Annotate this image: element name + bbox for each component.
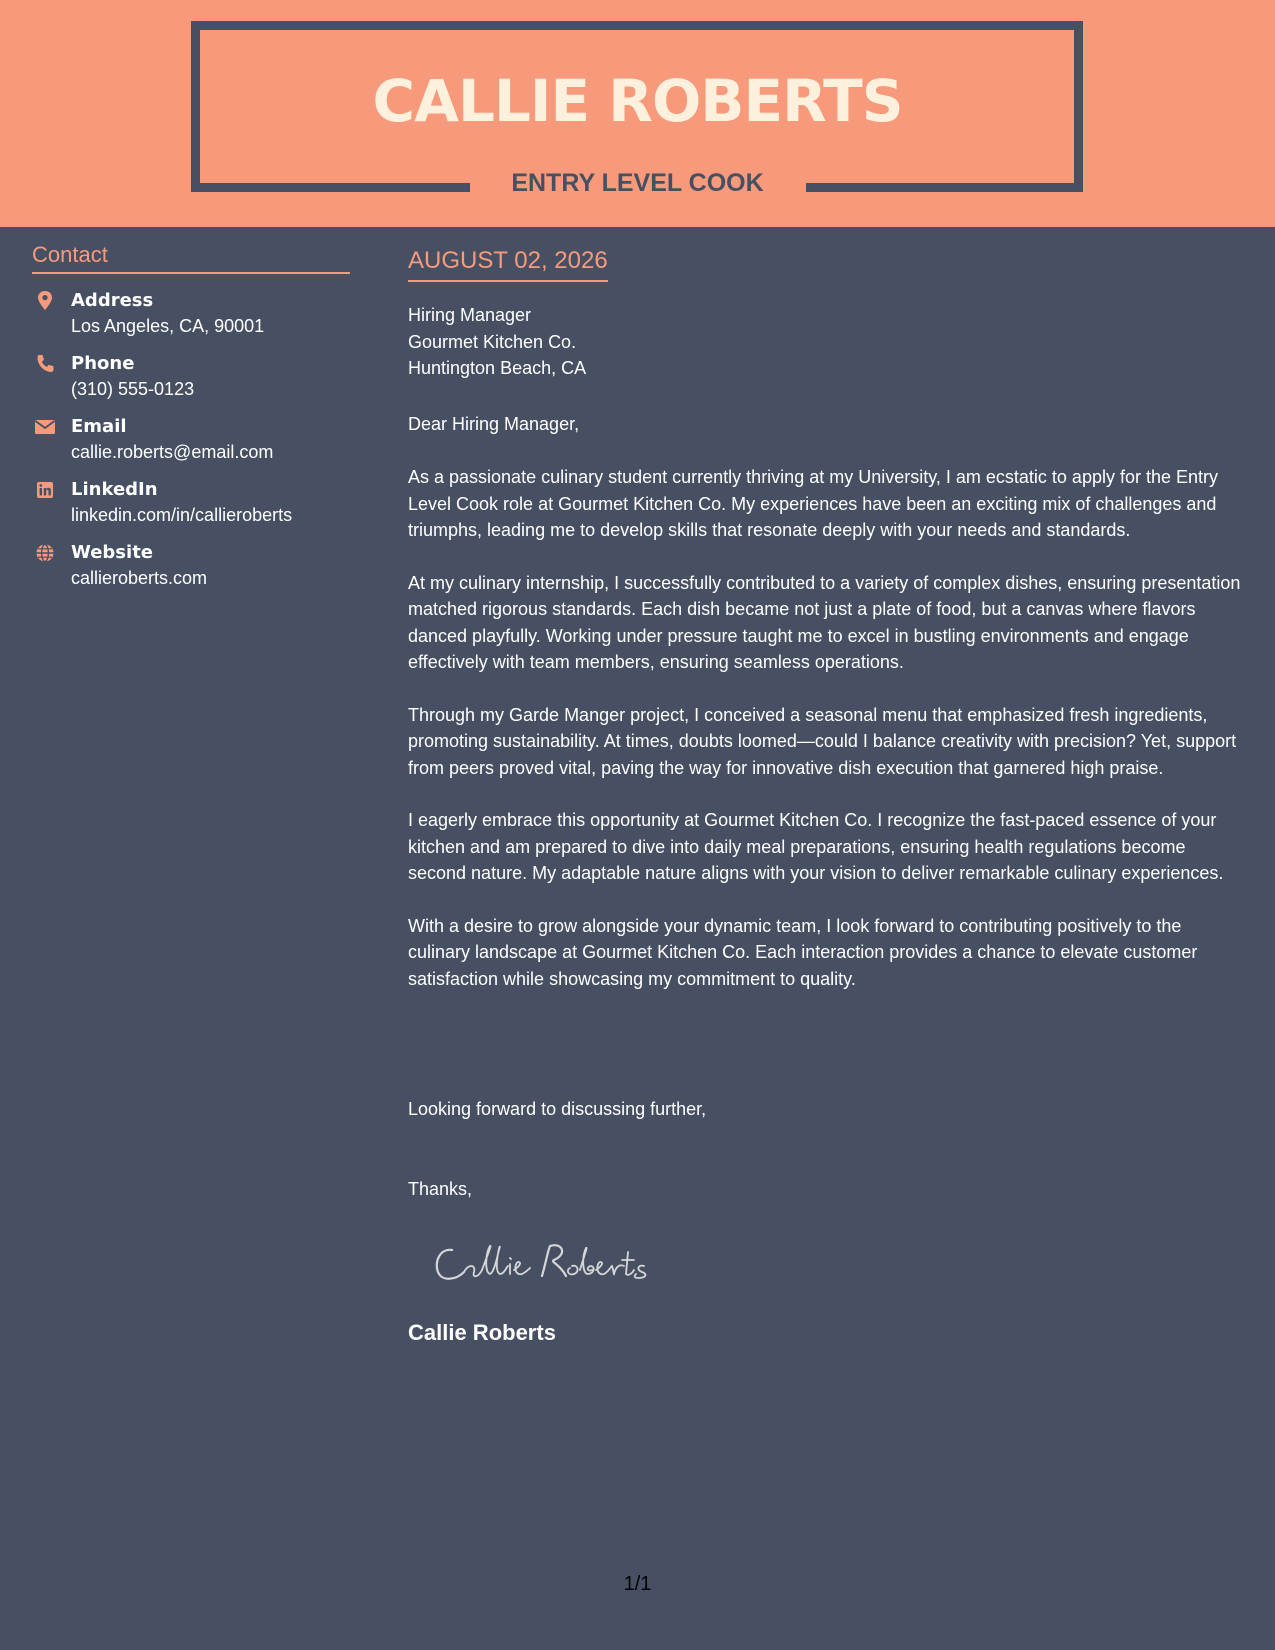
contact-website [32,540,362,596]
contact-label: Email [71,416,127,437]
contact-heading: Contact [32,240,350,274]
page-number: 1/1 [623,1573,652,1595]
contact-label: Website [71,542,154,563]
recipient-block [408,302,586,382]
body-paragraph: I eagerly embrace this opportunity at Gourmet Kitchen Co. I recognize the fast-paced essence of your kitchen and am prepared to dive into daily meal preparations, ensuring health regulations become second nature. My adaptable nature aligns with your vision to deliver remarkable culinary experiences. [408,810,1224,883]
contact-value: (310) 555-0123 [71,379,195,399]
contact-phone [32,351,362,407]
sign-off: Thanks, [408,1179,473,1199]
globe-icon [32,542,58,564]
envelope-icon [32,416,58,438]
handwritten-signature [430,1232,660,1292]
salutation: Dear Hiring Manager, [408,414,580,434]
contact-label: Address [71,290,154,311]
letter-date: AUGUST 02, 2026 [408,244,608,282]
contact-label: LinkedIn [71,479,158,500]
contact-email [32,414,362,470]
map-pin-icon [32,290,58,312]
contact-label: Phone [71,353,135,374]
signer-name: Callie Roberts [408,1320,556,1345]
linkedin-icon [32,479,58,501]
body-paragraph: Through my Garde Manger project, I conceived a seasonal menu that emphasized fresh ingredients, promoting sustainability. At times, doubts loomed—could I balance creativity with precision? Yet, support from peers proved vital, paving the way for innovative dish execution that garnered high praise. [408,704,1237,778]
body-paragraph: As a passionate culinary student currently thriving at my University, I am ecstatic to apply for the Entry Level Cook role at Gourmet Kitchen Co. My experiences have been an exciting mix of challenges and triumphs, leading me to develop skills that resonate deeply with your needs and standards. [408,467,1219,540]
contact-value: callieroberts.com [71,568,208,588]
body-paragraph: With a desire to grow alongside your dynamic team, I look forward to contributing positively to the culinary landscape at Gourmet Kitchen Co. Each interaction provides a chance to elevate customer satisfaction while showcasing my commitment to quality. [408,915,1198,989]
candidate-name: CALLIE ROBERTS [372,67,903,135]
job-title: ENTRY LEVEL COOK [511,169,764,197]
contact-value: Los Angeles, CA, 90001 [71,316,265,336]
contact-value: callie.roberts@email.com [71,442,274,462]
contact-linkedin [32,477,362,533]
body-paragraph: At my culinary internship, I successfully contributed to a variety of complex dishes, ensuring presentation matched rigorous standards. Each dish became not just a plate of food, but a canvas where flavors danced playfully. Working under pressure taught me to excel in bustling environments and engage effectively with team members, ensuring seamless operations. [408,572,1241,672]
contact-address [32,288,362,344]
letter-body [408,464,1248,1018]
contact-value: linkedin.com/in/callieroberts [71,505,293,525]
recipient-line: Huntington Beach, CA [408,358,587,378]
phone-icon [32,353,58,375]
recipient-line: Hiring Manager [408,305,532,325]
closing-line: Looking forward to discussing further, [408,1099,707,1119]
recipient-line: Gourmet Kitchen Co. [408,331,577,352]
